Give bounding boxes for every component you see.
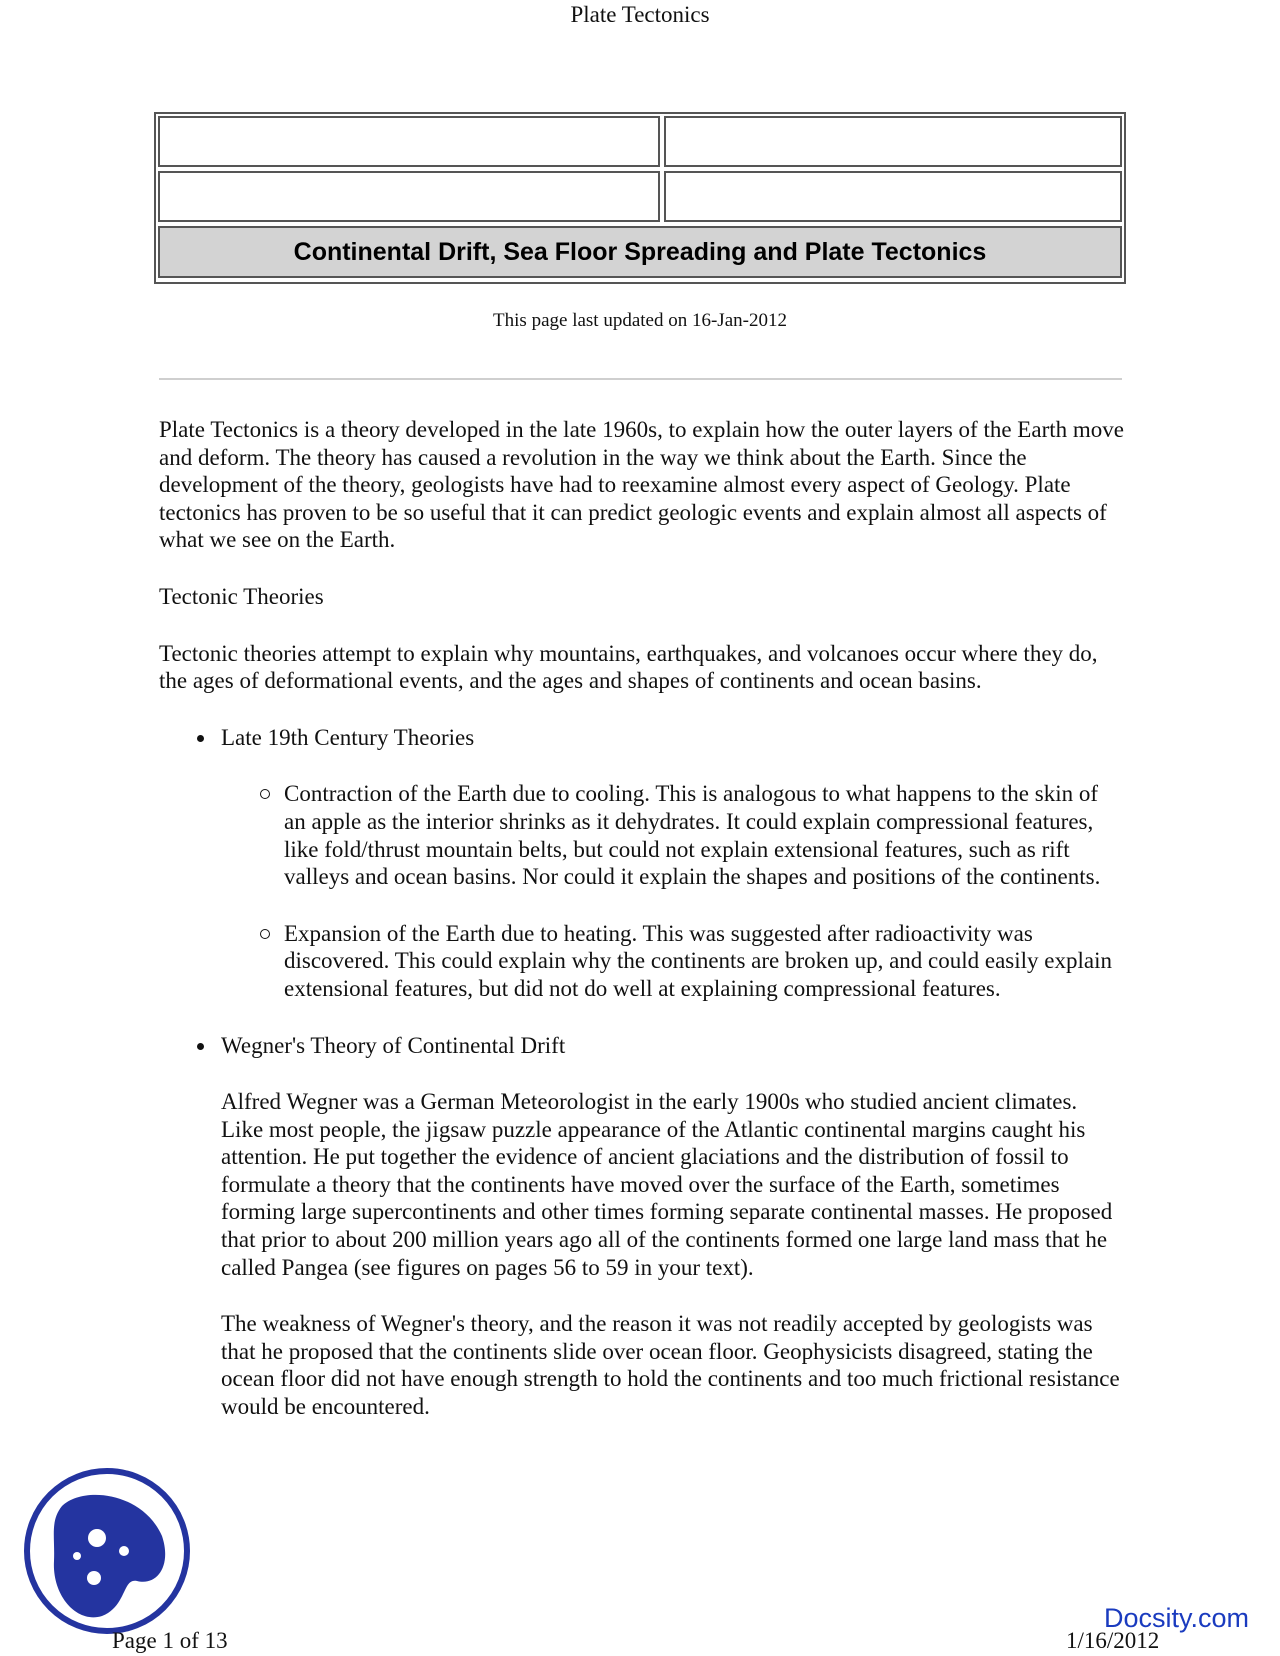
list-item <box>221 1032 1124 1421</box>
list-item-label: Wegner's Theory of Continental Drift <box>221 1032 566 1058</box>
list-item-body <box>221 1088 1124 1421</box>
sub-list-item <box>284 920 1124 1003</box>
footer-date: 1/16/2012 <box>1066 1628 1160 1653</box>
docsity-logo-icon <box>22 1466 192 1636</box>
sub-list <box>221 780 1124 1002</box>
table-cell <box>664 116 1122 167</box>
table-cell <box>664 171 1122 222</box>
table-cell <box>158 116 660 167</box>
last-updated: This page last updated on 16-Jan-2012 <box>493 310 787 331</box>
page-number: Page 1 of 13 <box>112 1628 228 1653</box>
sub-list-item <box>284 780 1124 890</box>
title-table <box>154 112 1126 284</box>
bullet-icon <box>197 735 204 742</box>
section-paragraph: Tectonic theories attempt to explain why mountains, earthquakes, and volcanoes occur where they do, the ages of deformational events, and the ages and shapes of continents and ocean basins. <box>159 640 1098 694</box>
wegner-paragraph: Alfred Wegner was a German Meteorologist in the early 1900s who studied ancient climates. Like most people, the jigsaw puzzle appearance of the Atlantic continental margins caught his attention. He put together the evidence of ancient glaciations and the distribution of fossil to formulate a theory that the continents have moved over the surface of the Earth, sometimes forming large supercontinents and other times forming separate continental masses. He proposed that prior to about 200 million years ago all of the continents formed one large land mass that he called Pangea (see figures on pages 56 to 59 in your text). <box>221 1089 1113 1280</box>
running-header: Plate Tectonics <box>570 2 710 27</box>
circle-bullet-icon <box>260 929 270 939</box>
theory-list <box>159 724 1124 1421</box>
page-title: Continental Drift, Sea Floor Spreading and Plate Tectonics <box>158 226 1122 278</box>
circle-bullet-icon <box>260 789 270 799</box>
article-body <box>159 416 1124 1450</box>
horizontal-rule <box>159 378 1122 380</box>
table-cell <box>158 171 660 222</box>
section-heading: Tectonic Theories <box>159 583 324 609</box>
sub-list-text: Contraction of the Earth due to cooling. This is analogous to what happens to the skin of an apple as the interior shrinks as it dehydrates. It could explain compressional features, like fold/thrust mountain belts, but could not explain extensional features, such as rift valleys and ocean basins. Nor could it explain the shapes and positions of the continents. <box>284 781 1101 890</box>
list-item <box>221 724 1124 1003</box>
wegner-paragraph: The weakness of Wegner's theory, and the reason it was not readily accepted by geologists was that he proposed that the continents slide over ocean floor. Geophysicists disagreed, stating the ocean floor did not have enough strength to hold the continents and too much frictional resistance would be encountered. <box>221 1311 1120 1420</box>
intro-paragraph: Plate Tectonics is a theory developed in the late 1960s, to explain how the outer layers of the Earth move and deform. The theory has caused a revolution in the way we think about the Earth. Since the development of the theory, geologists have had to reexamine almost every aspect of Geology. Plate tectonics has proven to be so useful that it can predict geologic events and explain almost all aspects of what we see on the Earth. <box>159 417 1124 553</box>
sub-list-text: Expansion of the Earth due to heating. This was suggested after radioactivity was discovered. This could explain why the continents are broken up, and could easily explain extensional features, but did not do well at explaining compressional features. <box>284 920 1112 1001</box>
bullet-icon <box>197 1043 204 1050</box>
docsity-watermark: Docsity.com <box>1104 1603 1250 1633</box>
list-item-label: Late 19th Century Theories <box>221 724 475 750</box>
